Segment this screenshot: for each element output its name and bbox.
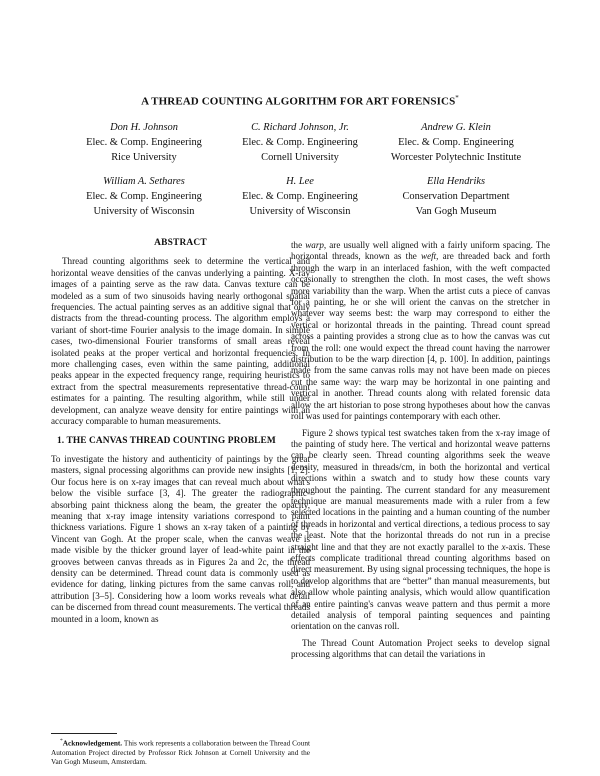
author-name: Andrew G. Klein	[421, 122, 491, 133]
author-name: Don H. Johnson	[110, 122, 178, 133]
author-name: H. Lee	[286, 176, 314, 187]
text-run: , are usually well aligned with a fairly uniform spacing. The horizontal threads, known as the	[291, 240, 550, 262]
right-column	[291, 240, 550, 661]
author-5	[222, 174, 378, 219]
author-institution: Cornell University	[261, 152, 339, 163]
author-name: Ella Hendriks	[426, 176, 485, 187]
footnote	[51, 737, 310, 766]
section-1-heading: 1. THE CANVAS THREAD COUNTING PROBLEM	[57, 435, 276, 446]
left-column	[51, 238, 310, 625]
author-name: William A. Sethares	[103, 176, 185, 187]
paper-title	[0, 94, 600, 108]
author-6	[378, 174, 534, 219]
right-paragraph-2	[291, 428, 550, 633]
author-name: C. Richard Johnson, Jr.	[251, 122, 349, 133]
term-warp: warp	[305, 240, 324, 250]
author-institution: Van Gogh Museum	[415, 206, 497, 217]
section-1-paragraph: To investigate the history and authenticity of paintings by the great masters, signal processing algorithms can provide new insights [1, 2]. Our focus here is on x-ray images that can reveal much about what's below the visible surface [3, 4]. The greater the radiographic-absorbing paint thickness along the beam, the greater the opacity, meaning that x-ray image intensity variations correspond to paint thickness variations. Figure 1 shows an x-ray taken of a painting by Vincent van Gogh. At the proper scale, when the canvas weave is made visible by the thicker ground layer of lead-white paint in the grooves between canvas threads as in Figures 2a and 2c, the thread density can be determined. Thread count data is commonly used as evidence for dating, linking pictures from the same canvas roll, and attribution [3–5]. Considering how a loom works reveals what detail can be discerned from thread count measurements. The vertical threads mounted in a loom, known as	[51, 453, 310, 624]
author-block	[66, 120, 534, 219]
author-1	[66, 120, 222, 165]
author-department: Elec. & Comp. Engineering	[242, 191, 358, 202]
author-institution: University of Wisconsin	[249, 206, 351, 217]
title-footnote-mark: *	[455, 94, 459, 102]
author-department: Elec. & Comp. Engineering	[86, 137, 202, 148]
author-3	[378, 120, 534, 165]
author-department: Elec. & Comp. Engineering	[86, 191, 202, 202]
author-department: Elec. & Comp. Engineering	[398, 137, 514, 148]
right-paragraph-3: The Thread Count Automation Project seeks to develop signal processing algorithms that can detail the variations in	[291, 637, 550, 660]
footnote-rule	[51, 733, 117, 734]
text-run: , are threaded back and forth through the warp in an interlaced fashion, with the weft compacted occasionally to strengthen the cloth. In most cases, the weft shows more variability than the warp. When the artist cuts a piece of canvas for a painting, he or she will orient the canvas on the stretcher in whatever way seems best: the warp may correspond to either the vertical or horizontal threads in the painting. Thread count spread across a painting provides a strong clue as to how the canvas was cut from the roll: one would expect the thread count having the narrower distribution to be the warp direction [4, p. 100]. In addition, paintings made from the same canvas rolls may not have been made on pieces cut the same way: the warp may be horizontal in one painting and vertical in another. Thread counts along with related forensic data allow the art historian to pose strong hypotheses about how the canvas roll was used for paintings contemporary with each other.	[291, 251, 550, 422]
author-institution: University of Wisconsin	[93, 206, 195, 217]
abstract-heading: ABSTRACT	[154, 238, 207, 248]
footnote-text: This work represents a collaboration between the Thread Count Automation Project directed by Professor Rick Johnson at Cornell University and the Van Gogh Museum, Amsterdam.	[51, 738, 310, 767]
text-run: -axis. These effects complicate traditional thread counting algorithms based on direct measurement. By using signal processing techniques, the hope is to develop algorithms that are “better” than manual measurements, but also allow whole painting analysis, which would allow quantification of an entire painting's canvas weave pattern and thus permit a more detailed analysis of temporal painting sequences and painting orientation on the canvas roll.	[291, 541, 550, 632]
author-department: Conservation Department	[402, 191, 510, 202]
author-2	[222, 120, 378, 165]
text-run: Figure 2 shows typical test swatches taken from the x-ray image of the painting of study here. The vertical and horizontal weave patterns can be clearly seen. Thread counting algorithms seek the weave density, measured in threads/cm, in both the horizontal and vertical directions within a swatch and to study how these counts vary throughout the painting. The current standard for any measurement technique are manual measurements made with a ruler from a few selected locations in the painting and a human counting of the number of threads in horizontal and vertical directions, a tedious process to say the least. Note that the horizontal threads do not run in a precise straight line and that they are not exactly parallel to the	[291, 427, 550, 552]
footnote-label: Acknowledgement.	[62, 738, 123, 748]
abstract-paragraph: Thread counting algorithms seek to determine the vertical and horizontal weave densities of the canvas underlying a painting. X-ray images of a painting serve as the raw data. Canvas texture can be modeled as a sum of two sinusoids having nearly orthogonal spatial frequencies. The actual painting serves as an additive signal that only distracts from the thread-counting process. The algorithm employs a variant of short-time Fourier analysis to the image domain. In simple cases, two-dimensional Fourier transforms of small areas reveal isolated peaks at the proper vertical and horizontal frequencies. In more challenging cases, even within the same painting, additional peaks appear in the expected frequency range, requiring heuristics to extract from the spectral measurements representative thread-count estimates for a painting. The resulting algorithm, while still under development, can analyze weave density for entire paintings with an accuracy comparable to human measurements.	[51, 256, 310, 427]
author-4	[66, 174, 222, 219]
term-weft: weft	[421, 251, 437, 262]
author-department: Elec. & Comp. Engineering	[242, 137, 358, 148]
footnote-mark: *	[60, 738, 63, 744]
text-run: the	[291, 240, 306, 250]
author-institution: Rice University	[111, 152, 177, 163]
paper-title-text: A THREAD COUNTING ALGORITHM FOR ART FORENSICS	[141, 95, 456, 108]
right-paragraph-1	[291, 240, 550, 423]
author-institution: Worcester Polytechnic Institute	[390, 152, 522, 163]
term-x: x	[501, 541, 506, 552]
